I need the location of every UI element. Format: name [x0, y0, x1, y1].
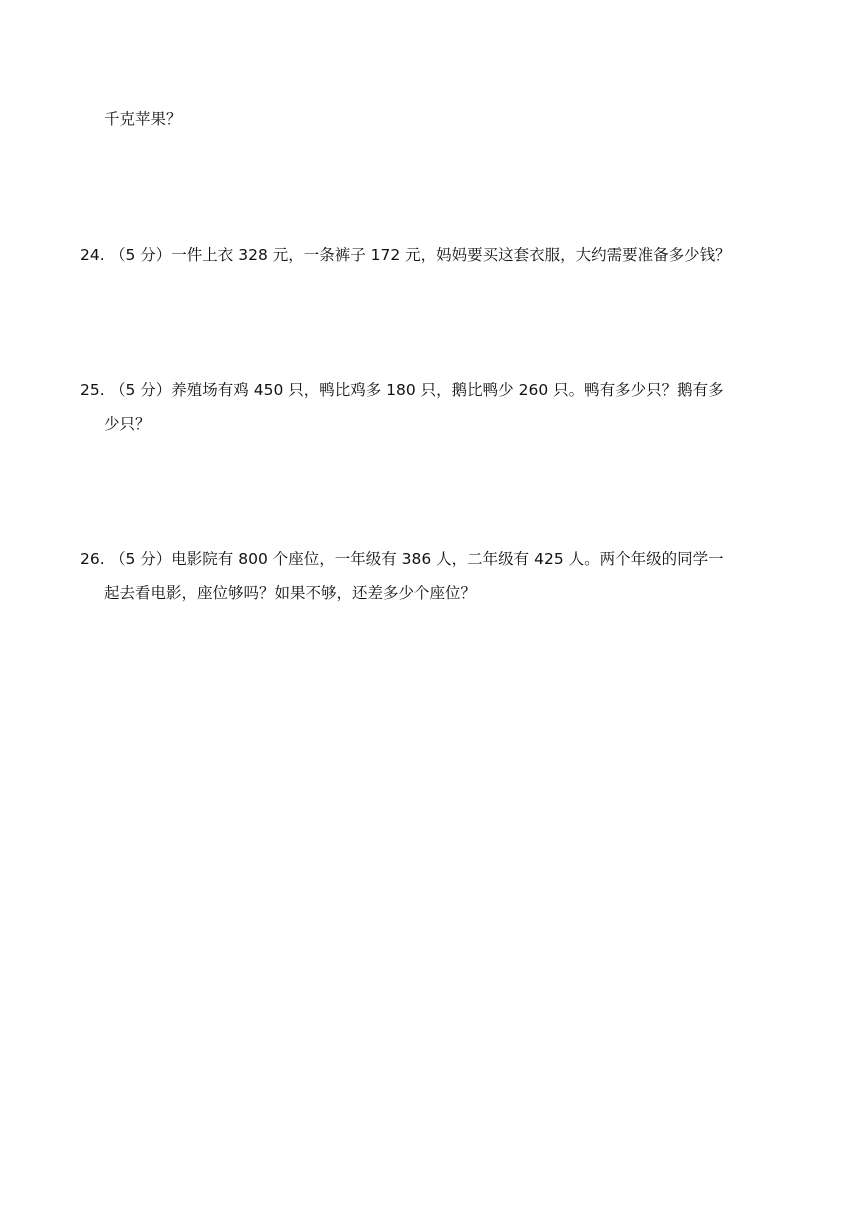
question-text-line: （5 分）一件上衣 328 元，一条裤子 172 元，妈妈要买这套衣服，大约需要准备多少钱？ [110, 246, 731, 264]
question-text-line: 起去看电影，座位够吗？如果不够，还差多少个座位？ [104, 584, 477, 602]
continuation-text: 千克苹果？ [104, 110, 182, 128]
question-text-line: （5 分）养殖场有鸡 450 只，鸭比鸡多 180 只，鹅比鸭少 260 只。鸭有多少只？鹅有多 [110, 381, 724, 399]
question-number: 25. [80, 381, 105, 399]
question-number: 24. [80, 246, 105, 264]
question-text-line: 少只？ [104, 415, 151, 433]
question-text-line: （5 分）电影院有 800 个座位，一年级有 386 人，二年级有 425 人。两个年级的同学一 [110, 550, 724, 568]
question-number: 26. [80, 550, 105, 568]
